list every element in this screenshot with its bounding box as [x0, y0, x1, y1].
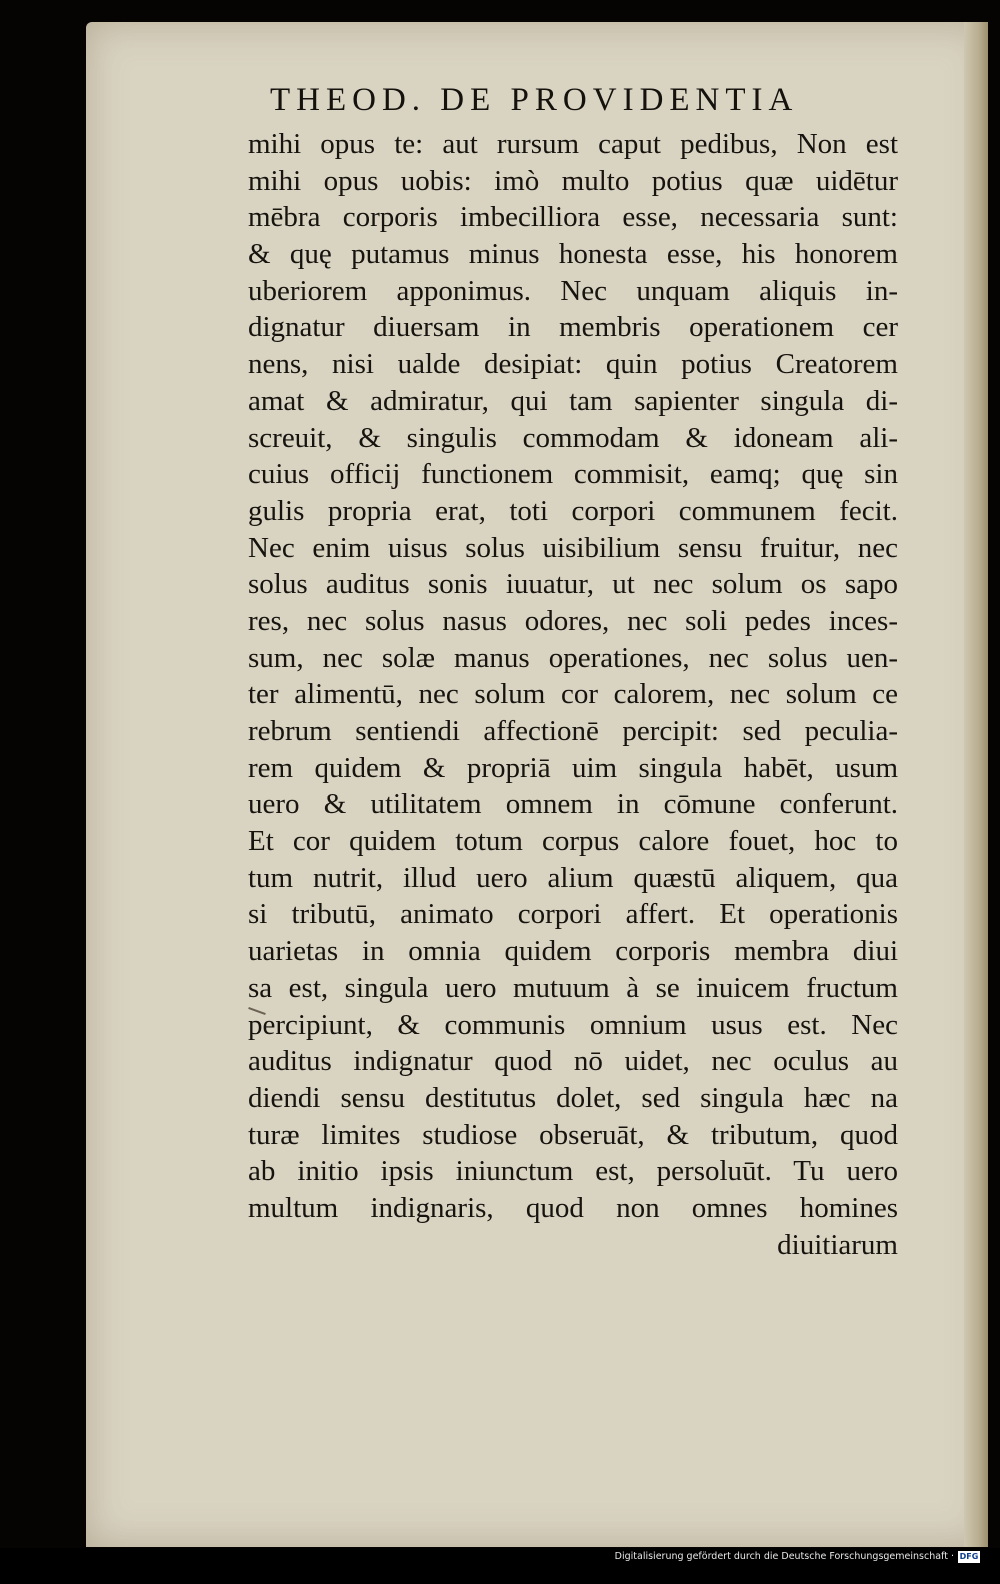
- text-line: mihi opus uobis: imò multo potius quæ uidētur: [248, 164, 898, 197]
- text-line: sum, nec solæ manus operationes, nec solus uen-: [248, 641, 898, 674]
- text-line: mēbra corporis imbecilliora esse, necessaria sunt:: [248, 201, 898, 234]
- text-line: tum nutrit, illud uero alium quæstū aliquem, qua: [248, 861, 898, 894]
- text-line: & quę putamus minus honesta esse, his honorem: [248, 238, 898, 271]
- text-line: amat & admiratur, qui tam sapienter singula di-: [248, 384, 898, 417]
- text-line: si tributū, animato corpori affert. Et operationis: [248, 898, 898, 931]
- text-line: dignatur diuersam in membris operationem cer: [248, 311, 898, 344]
- text-line: solus auditus sonis iuuatur, ut nec solum os sapo: [248, 568, 898, 601]
- text-line: screuit, & singulis commodam & idoneam ali-: [248, 421, 898, 454]
- text-line: ter alimentū, nec solum cor calorem, nec solum ce: [248, 678, 898, 711]
- text-line: diendi sensu destitutus dolet, sed singula hæc na: [248, 1081, 898, 1114]
- page-edge: [964, 22, 988, 1547]
- text-line: rebrum sentiendi affectionē percipit: sed peculia-: [248, 715, 898, 747]
- text-line: percipiunt, & communis omnium usus est. Nec: [248, 1008, 898, 1041]
- text-line: rem quidem & propriā uim singula habēt, usum: [248, 751, 898, 784]
- text-line: multum indignaris, quod non omnes homines: [248, 1191, 898, 1224]
- text-line: auditus indignatur quod nō uidet, nec oculus au: [248, 1045, 898, 1078]
- dfg-logo: DFG: [959, 1552, 979, 1561]
- text-line: ab initio ipsis iniunctum est, persoluūt. Tu uero: [248, 1155, 898, 1188]
- funding-credit: Digitalisierung gefördert durch die Deutsche Forschungsgemeinschaft ·: [614, 1551, 954, 1562]
- body-text: [248, 126, 898, 1263]
- text-line: turæ limites studiose obseruāt, & tributum, quod: [248, 1118, 898, 1151]
- text-line: res, nec solus nasus odores, nec soli pedes inces-: [248, 604, 898, 637]
- text-line: cuius officij functionem commisit, eamq; quę sin: [248, 458, 898, 491]
- text-line: mihi opus te: aut rursum caput pedibus, Non est: [248, 128, 898, 160]
- running-head: THEOD. DE PROVIDENTIA: [270, 82, 799, 118]
- text-line: uero & utilitatem omnem in cōmune conferunt.: [248, 788, 898, 821]
- text-line: nens, nisi ualde desipiat: quin potius Creatorem: [248, 348, 898, 381]
- text-line: Nec enim uisus solus uisibilium sensu fruitur, nec: [248, 531, 898, 564]
- text-line: uberiorem apponimus. Nec unquam aliquis in-: [248, 274, 898, 307]
- text-line: uarietas in omnia quidem corporis membra diui: [248, 935, 898, 968]
- text-line: sa est, singula uero mutuum à se inuicem fructum: [248, 971, 898, 1004]
- text-line: Et cor quidem totum corpus calore fouet, hoc to: [248, 825, 898, 858]
- text-line: gulis propria erat, toti corpori communem fecit.: [248, 494, 898, 527]
- catchword: diuitiarum: [777, 1228, 898, 1261]
